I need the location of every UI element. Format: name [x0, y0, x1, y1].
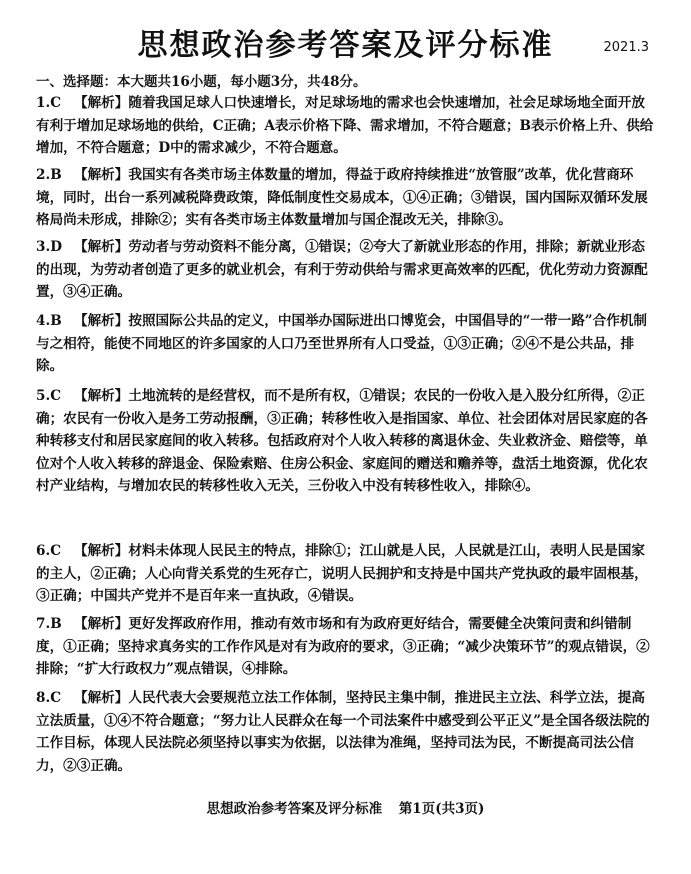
answer-number: 6.C [36, 543, 62, 559]
answer-item-7 [36, 613, 656, 681]
answer-explanation: 【解析】人民代表大会要规范立法工作体制，坚持民主集中制，推进民主立法、科学立法，提高立法质量，①④不符合题意；“努力让人民群众在每一个司法案件中感受到公平正义”是全国各级法院的工作目标，体现人民法院必须坚持以事实为依据，以法律为准绳，坚持司法为民，不断提高司法公信力，②③正确。 [36, 690, 650, 774]
answer-number: 1.C [36, 95, 62, 111]
answer-number: 3.D [36, 239, 62, 255]
answer-item-8 [36, 687, 656, 777]
answer-item-4 [36, 310, 656, 378]
answer-explanation: 【解析】随着我国足球人口快速增长，对足球场地的需求也会快速增加，社会足球场地全面开放有利于增加足球场地的供给，C正确；A表示价格下降、需求增加，不符合题意；B表示价格上升、供给增加，不符合题意；D中的需求减少，不符合题意。 [36, 95, 654, 157]
footer-doc-name: 思想政治参考答案及评分标准 [206, 801, 383, 817]
answer-item-2 [36, 164, 656, 232]
answer-explanation: 【解析】按照国际公共品的定义，中国举办国际进出口博览会，中国倡导的“一带一路”合作机制与之相符，能使不同地区的许多国家的人口乃至世界所有人口受益，①③正确；②④不是公共品，排除。 [36, 313, 647, 375]
answer-explanation: 【解析】材料未体现人民民主的特点，排除①；江山就是人民，人民就是江山，表明人民是国家的主人，②正确；人心向背关系党的生死存亡，说明人民拥护和支持是中国共产党执政的最牢固根基，③正确；中国共产党并不是百年来一直执政，④错误。 [36, 543, 648, 605]
answer-explanation: 【解析】劳动者与劳动资料不能分离，①错误；②夸大了新就业形态的作用，排除；新就业形态的出现，为劳动者创造了更多的就业机会，有利于劳动供给与需求更高效率的匹配，优化劳动力资源配置，③④正确。 [36, 239, 648, 301]
answer-number: 4.B [36, 313, 62, 329]
page-footer [0, 797, 691, 817]
answer-item-5 [36, 385, 656, 498]
answer-number: 5.C [36, 388, 62, 404]
section-heading: 一、选择题：本大题共16小题，每小题3分，共48分。 [36, 74, 367, 90]
exam-date: 2021.3 [603, 40, 649, 55]
answer-explanation: 【解析】土地流转的是经营权，而不是所有权，①错误；农民的一份收入是入股分红所得，②正确；农民有一份收入是务工劳动报酬，③正确；转移性收入是指国家、单位、社会团体对居民家庭的各种转移支付和居民家庭间的收入转移。包括政府对个人收入转移的离退休金、失业救济金、赔偿等，单位对个人收入转移的辞退金、保险索赔、住房公积金、家庭间的赠送和赡养等，盘活土地资源，优化农村产业结构，与增加农民的转移性收入无关，三份收入中没有转移性收入，排除④。 [36, 388, 648, 495]
answer-number: 8.C [36, 690, 62, 706]
answer-explanation: 【解析】我国实有各类市场主体数量的增加，得益于政府持续推进“放管服”改革，优化营商环境，同时，出台一系列减税降费政策，降低制度性交易成本，①④正确；③错误，国内国际双循环发展格局尚未形成，排除②；实有各类市场主体数量增加与国企混改无关，排除③。 [36, 167, 648, 229]
page-title: 思想政治参考答案及评分标准 [137, 28, 554, 63]
answer-item-3 [36, 236, 656, 304]
answer-item-1 [36, 92, 656, 160]
answer-explanation: 【解析】更好发挥政府作用，推动有效市场和有为政府更好结合，需要健全决策问责和纠错制度，①正确；坚持求真务实的工作作风是对有为政府的要求，③正确；“减少决策环节”的观点错误，②排除；“扩大行政权力”观点错误，④排除。 [36, 616, 650, 678]
answer-item-6 [36, 540, 656, 608]
answer-number: 2.B [36, 167, 62, 183]
answer-number: 7.B [36, 616, 62, 632]
footer-page-number: 第1页(共3页) [398, 801, 485, 817]
